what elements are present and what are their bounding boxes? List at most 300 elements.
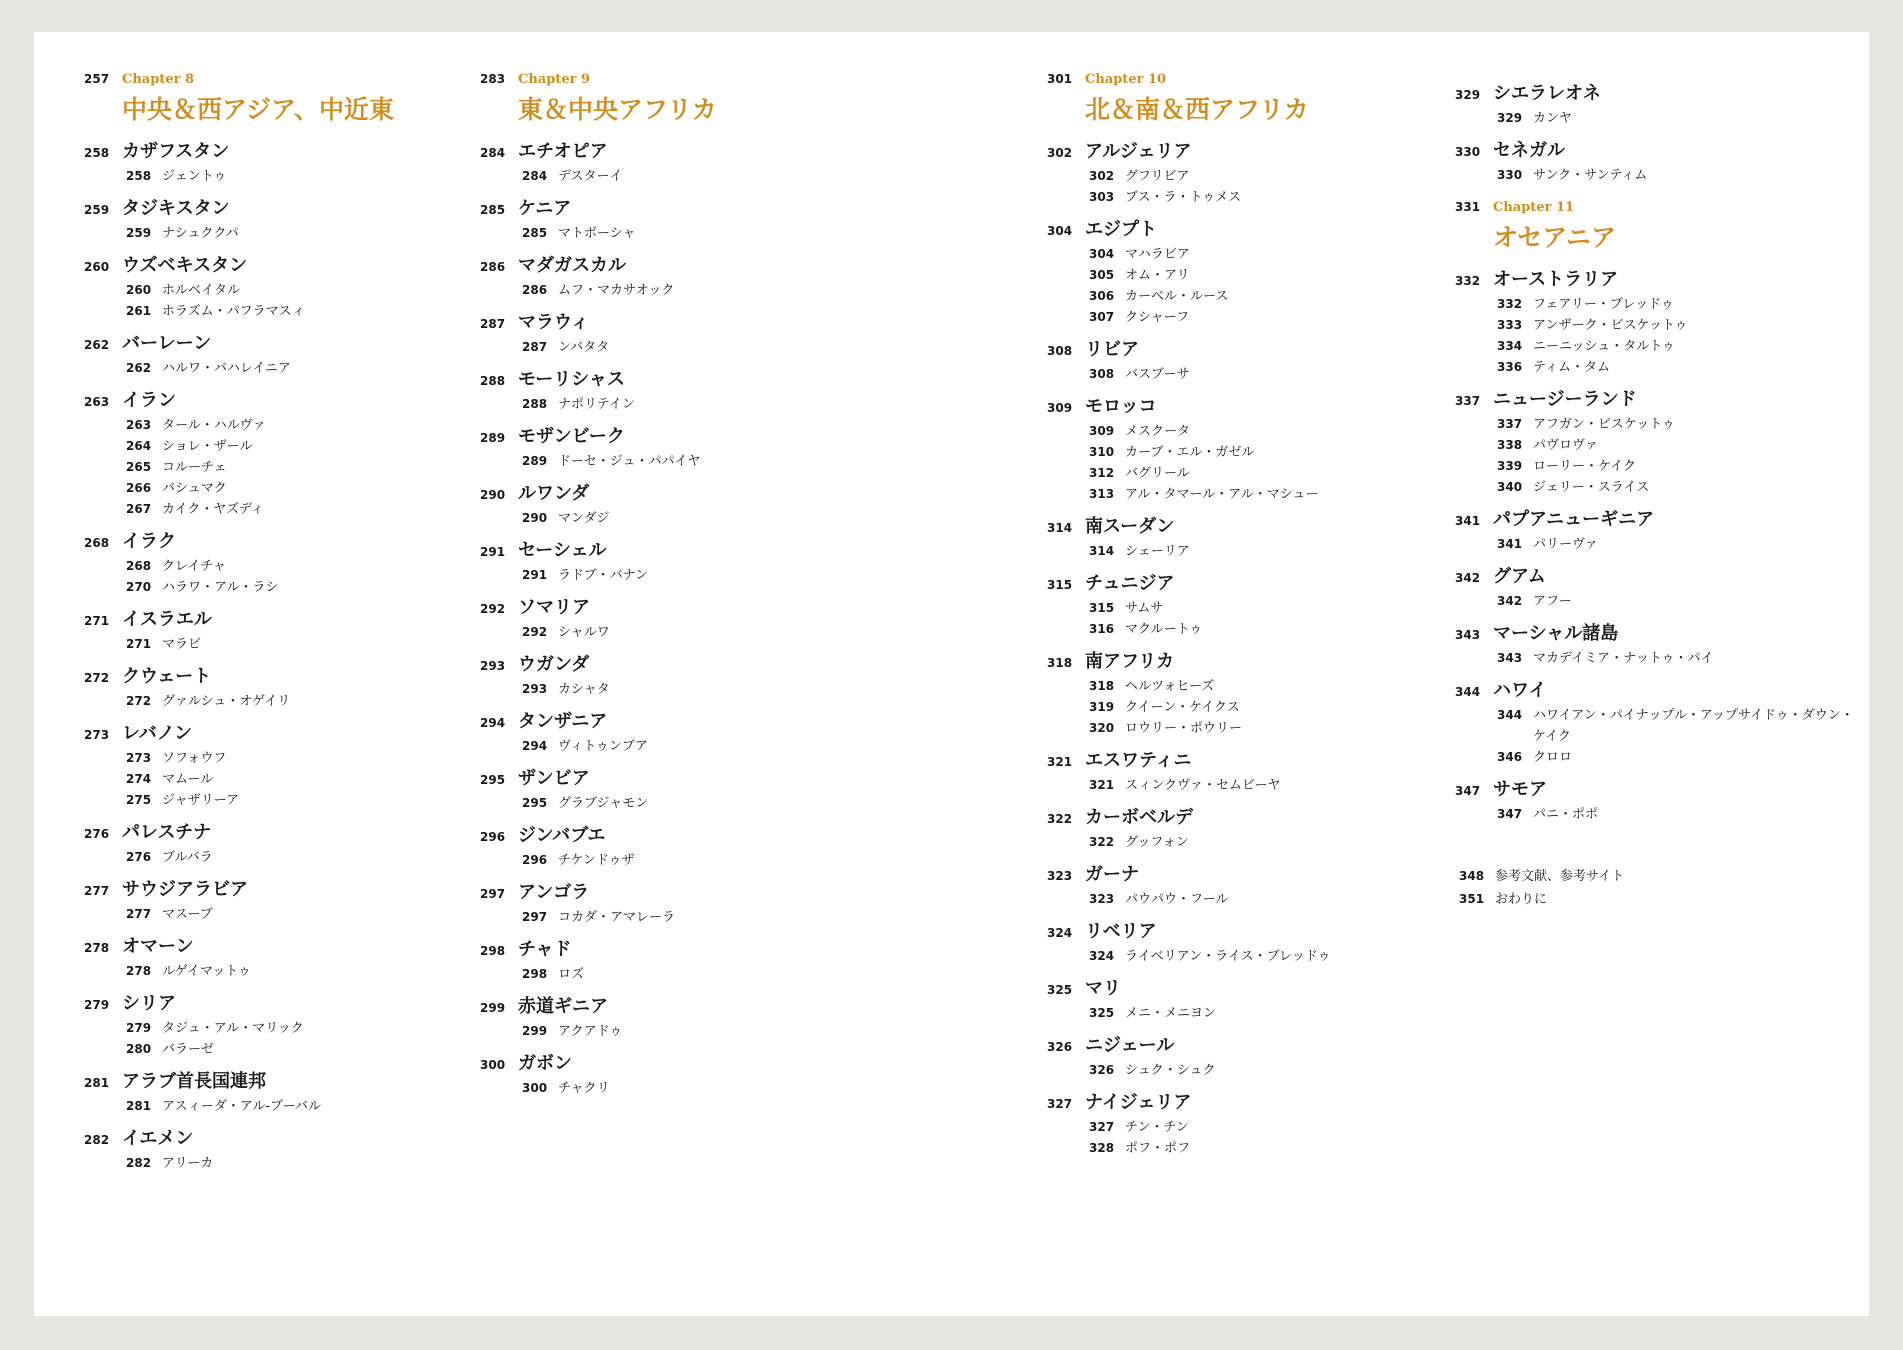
recipe-entry xyxy=(480,565,820,586)
recipe-name: コルーチェ xyxy=(162,460,227,475)
recipe-page-number: 294 xyxy=(522,739,548,753)
recipe-entry xyxy=(1047,1003,1387,1024)
recipe-entry xyxy=(480,451,820,472)
recipe-page-number: 271 xyxy=(126,637,152,651)
country-entry xyxy=(1047,976,1387,1024)
country-line xyxy=(1455,507,1855,534)
country-page-number: 287 xyxy=(480,317,506,331)
country-name: ウズベキスタン xyxy=(122,255,248,276)
recipe-entry xyxy=(84,499,424,520)
recipe-page-number: 282 xyxy=(126,1156,152,1170)
recipe-name: ニーニッシュ・タルトゥ xyxy=(1533,339,1675,354)
recipe-page-number: 278 xyxy=(126,964,152,978)
recipe-entry xyxy=(84,223,424,244)
recipe-page-number: 333 xyxy=(1497,318,1523,332)
country-line xyxy=(84,196,424,223)
country-name: ニュージーランド xyxy=(1493,389,1637,410)
recipe-entry xyxy=(1455,747,1855,768)
recipe-entry xyxy=(1047,187,1387,208)
country-name: カザフスタン xyxy=(122,141,230,162)
recipe-page-number: 320 xyxy=(1089,721,1115,735)
back-matter-title: おわりに xyxy=(1495,892,1548,907)
country-page-number: 296 xyxy=(480,830,506,844)
country-line xyxy=(1455,564,1855,591)
country-page-number: 277 xyxy=(84,884,110,898)
country-name: レバノン xyxy=(122,723,193,744)
country-name: サモア xyxy=(1493,779,1547,800)
country-page-number: 272 xyxy=(84,671,110,685)
country-page-number: 297 xyxy=(480,887,506,901)
recipe-name: カーベル・ルース xyxy=(1125,289,1229,304)
country-entry xyxy=(480,595,820,643)
recipe-name: サンク・サンティム xyxy=(1533,168,1648,183)
country-entry xyxy=(84,934,424,982)
country-name: ケニア xyxy=(518,198,572,219)
recipe-page-number: 307 xyxy=(1089,310,1115,324)
recipe-page-number: 321 xyxy=(1089,778,1115,792)
country-line xyxy=(1047,337,1387,364)
recipe-page-number: 273 xyxy=(126,751,152,765)
recipe-entry xyxy=(480,223,820,244)
recipe-entry xyxy=(480,508,820,529)
recipe-entry xyxy=(480,1078,820,1099)
recipe-name: ローリー・ケイク xyxy=(1533,459,1636,474)
country-entry xyxy=(84,1069,424,1117)
recipe-entry xyxy=(480,166,820,187)
country-entry xyxy=(1455,138,1855,186)
recipe-page-number: 292 xyxy=(522,625,548,639)
country-page-number: 299 xyxy=(480,1001,506,1015)
country-page-number: 279 xyxy=(84,998,110,1012)
recipe-page-number: 290 xyxy=(522,511,548,525)
country-name: リビア xyxy=(1085,339,1139,360)
country-line xyxy=(480,310,820,337)
chapter-page-number: 331 xyxy=(1455,200,1481,214)
country-entry xyxy=(84,388,424,520)
recipe-name: タール・ハルヴァ xyxy=(162,418,266,433)
recipe-name: チケンドゥザ xyxy=(558,853,635,868)
recipe-page-number: 341 xyxy=(1497,537,1523,551)
recipe-page-number: 298 xyxy=(522,967,548,981)
recipe-entry xyxy=(480,280,820,301)
recipe-entry xyxy=(1047,1138,1387,1159)
country-entry xyxy=(1455,507,1855,555)
country-entry xyxy=(480,652,820,700)
country-name: ウガンダ xyxy=(518,654,590,675)
recipe-page-number: 303 xyxy=(1089,190,1115,204)
country-page-number: 290 xyxy=(480,488,506,502)
country-name: 南アフリカ xyxy=(1085,651,1175,672)
recipe-entry xyxy=(480,1021,820,1042)
recipe-page-number: 288 xyxy=(522,397,548,411)
country-name: アルジェリア xyxy=(1085,141,1192,162)
country-name: アンゴラ xyxy=(518,882,590,903)
country-line xyxy=(480,1051,820,1078)
chapter-page-number: 301 xyxy=(1047,72,1073,86)
chapter-label: Chapter 11 xyxy=(1493,200,1575,215)
country-page-number: 314 xyxy=(1047,521,1073,535)
recipe-page-number: 336 xyxy=(1497,360,1523,374)
recipe-page-number: 338 xyxy=(1497,438,1523,452)
country-line xyxy=(480,652,820,679)
country-name: シリア xyxy=(122,993,176,1014)
recipe-page-number: 300 xyxy=(522,1081,548,1095)
country-line xyxy=(480,538,820,565)
country-line xyxy=(84,331,424,358)
country-line xyxy=(84,721,424,748)
country-entry xyxy=(1455,267,1855,378)
recipe-entry xyxy=(1047,697,1387,718)
recipe-entry xyxy=(1047,1117,1387,1138)
recipe-page-number: 299 xyxy=(522,1024,548,1038)
country-page-number: 285 xyxy=(480,203,506,217)
country-line xyxy=(84,934,424,961)
country-page-number: 295 xyxy=(480,773,506,787)
country-name: セネガル xyxy=(1493,140,1565,161)
toc-column-4 xyxy=(1455,72,1855,911)
country-name: エジプト xyxy=(1085,219,1157,240)
country-page-number: 289 xyxy=(480,431,506,445)
chapter-label-line xyxy=(1047,72,1387,90)
recipe-page-number: 293 xyxy=(522,682,548,696)
country-name: マリ xyxy=(1085,978,1121,999)
recipe-page-number: 270 xyxy=(126,580,152,594)
chapter-page-number: 257 xyxy=(84,72,110,86)
country-entry xyxy=(480,1051,820,1099)
country-line xyxy=(480,595,820,622)
country-page-number: 294 xyxy=(480,716,506,730)
recipe-page-number: 312 xyxy=(1089,466,1115,480)
recipe-entry xyxy=(480,679,820,700)
country-entry xyxy=(480,367,820,415)
recipe-entry xyxy=(84,478,424,499)
country-line xyxy=(84,664,424,691)
country-line xyxy=(84,529,424,556)
recipe-name: マラビ xyxy=(162,637,202,652)
recipe-page-number: 265 xyxy=(126,460,152,474)
country-line xyxy=(84,1126,424,1153)
recipe-name: ホラズム・パフラマスィ xyxy=(162,304,306,319)
recipe-name: アフー xyxy=(1533,594,1572,609)
recipe-entry xyxy=(1047,946,1387,967)
recipe-name: クイーン・ケイクス xyxy=(1125,700,1240,715)
recipe-name: アクアドゥ xyxy=(558,1024,623,1039)
country-line xyxy=(84,139,424,166)
country-line xyxy=(84,607,424,634)
recipe-entry xyxy=(1455,804,1855,825)
country-page-number: 323 xyxy=(1047,869,1073,883)
recipe-page-number: 318 xyxy=(1089,679,1115,693)
recipe-page-number: 279 xyxy=(126,1021,152,1035)
recipe-name: アフガン・ビスケットゥ xyxy=(1533,417,1675,432)
recipe-name: シェーリア xyxy=(1125,544,1190,559)
recipe-entry xyxy=(480,394,820,415)
country-name: イエメン xyxy=(122,1128,194,1149)
recipe-entry xyxy=(1047,244,1387,265)
recipe-entry xyxy=(1455,591,1855,612)
country-name: マラウィ xyxy=(518,312,589,333)
recipe-name: パウパウ・フール xyxy=(1125,892,1229,907)
country-name: パレスチナ xyxy=(122,822,212,843)
recipe-entry xyxy=(480,793,820,814)
recipe-entry xyxy=(1455,336,1855,357)
country-line xyxy=(1455,387,1855,414)
recipe-entry xyxy=(84,1039,424,1060)
recipe-page-number: 287 xyxy=(522,340,548,354)
recipe-page-number: 277 xyxy=(126,907,152,921)
country-entry xyxy=(1455,777,1855,825)
recipe-page-number: 344 xyxy=(1497,708,1523,722)
country-page-number: 326 xyxy=(1047,1040,1073,1054)
country-name: ガボン xyxy=(518,1053,572,1074)
recipe-name: バスブーサ xyxy=(1125,367,1190,382)
recipe-page-number: 347 xyxy=(1497,807,1523,821)
chapter-label-line xyxy=(480,72,820,90)
recipe-name: オム・アリ xyxy=(1125,268,1190,283)
country-line xyxy=(1047,649,1387,676)
country-name: セーシェル xyxy=(518,540,607,561)
country-page-number: 271 xyxy=(84,614,110,628)
country-entry xyxy=(84,331,424,379)
recipe-entry xyxy=(1455,477,1855,498)
recipe-entry xyxy=(1047,421,1387,442)
country-page-number: 343 xyxy=(1455,628,1481,642)
recipe-name: シャルワ xyxy=(558,625,610,640)
country-name: マダガスカル xyxy=(518,255,626,276)
country-page-number: 330 xyxy=(1455,145,1481,159)
recipe-page-number: 297 xyxy=(522,910,548,924)
recipe-entry xyxy=(1047,889,1387,910)
recipe-entry xyxy=(1047,442,1387,463)
country-line xyxy=(1047,862,1387,889)
recipe-page-number: 323 xyxy=(1089,892,1115,906)
country-line xyxy=(1047,976,1387,1003)
recipe-entry xyxy=(1455,294,1855,315)
recipe-name: グッフォン xyxy=(1125,835,1189,850)
country-entry xyxy=(480,310,820,358)
country-name: チャド xyxy=(518,939,572,960)
recipe-name: ハルワ・バハレイニア xyxy=(162,361,291,376)
chapter-label-line xyxy=(84,72,424,90)
chapter-title: 北＆南＆西アフリカ xyxy=(1085,95,1309,124)
country-line xyxy=(1455,621,1855,648)
recipe-name: ロズ xyxy=(558,967,585,982)
country-entry xyxy=(1455,81,1855,129)
recipe-page-number: 261 xyxy=(126,304,152,318)
country-entry xyxy=(480,880,820,928)
recipe-entry xyxy=(480,964,820,985)
recipe-name: ンバタタ xyxy=(558,340,610,355)
country-page-number: 278 xyxy=(84,941,110,955)
recipe-entry xyxy=(84,769,424,790)
country-page-number: 324 xyxy=(1047,926,1073,940)
country-page-number: 315 xyxy=(1047,578,1073,592)
recipe-page-number: 281 xyxy=(126,1099,152,1113)
recipe-page-number: 319 xyxy=(1089,700,1115,714)
recipe-page-number: 264 xyxy=(126,439,152,453)
country-page-number: 276 xyxy=(84,827,110,841)
country-page-number: 321 xyxy=(1047,755,1073,769)
recipe-name: パヴロヴァ xyxy=(1533,438,1598,453)
recipe-page-number: 259 xyxy=(126,226,152,240)
recipe-entry xyxy=(1455,165,1855,186)
country-page-number: 268 xyxy=(84,536,110,550)
recipe-name: ジェリー・スライス xyxy=(1533,480,1650,495)
chapter-label: Chapter 10 xyxy=(1085,72,1167,87)
country-name: アラブ首長国連邦 xyxy=(122,1071,266,1092)
back-matter-page-number: 351 xyxy=(1459,892,1485,906)
recipe-page-number: 334 xyxy=(1497,339,1523,353)
country-line xyxy=(1047,1090,1387,1117)
country-entry xyxy=(1047,571,1387,640)
recipe-page-number: 339 xyxy=(1497,459,1523,473)
country-page-number: 281 xyxy=(84,1076,110,1090)
recipe-entry xyxy=(84,1018,424,1039)
country-entry xyxy=(1047,805,1387,853)
recipe-page-number: 260 xyxy=(126,283,152,297)
recipe-entry xyxy=(84,691,424,712)
recipe-name: グァルシュ・オゲイリ xyxy=(162,694,291,709)
recipe-name: マンダジ xyxy=(558,511,610,526)
country-entry xyxy=(480,994,820,1042)
recipe-entry xyxy=(1047,307,1387,328)
recipe-name: カシャタ xyxy=(558,682,610,697)
recipe-entry xyxy=(84,415,424,436)
recipe-entry xyxy=(84,748,424,769)
recipe-name: マムール xyxy=(162,772,214,787)
recipe-page-number: 343 xyxy=(1497,651,1523,665)
country-page-number: 259 xyxy=(84,203,110,217)
recipe-entry xyxy=(480,850,820,871)
recipe-name: カイク・ヤズディ xyxy=(162,502,264,517)
country-name: ジンバブエ xyxy=(518,825,606,846)
chapter-heading xyxy=(1047,72,1387,130)
recipe-name: アル・タマール・アル・マシュー xyxy=(1125,487,1319,502)
back-matter-title: 参考文献、参考サイト xyxy=(1495,869,1625,884)
country-entry xyxy=(84,721,424,811)
recipe-entry xyxy=(84,847,424,868)
recipe-entry xyxy=(1047,541,1387,562)
chapter-page-number: 283 xyxy=(480,72,506,86)
chapter-title: 東＆中央アフリカ xyxy=(518,95,717,124)
recipe-page-number: 280 xyxy=(126,1042,152,1056)
country-entry xyxy=(1047,862,1387,910)
recipe-page-number: 314 xyxy=(1089,544,1115,558)
country-line xyxy=(480,481,820,508)
recipe-page-number: 306 xyxy=(1089,289,1115,303)
country-name: ソマリア xyxy=(518,597,590,618)
recipe-entry xyxy=(1047,463,1387,484)
recipe-page-number: 275 xyxy=(126,793,152,807)
recipe-entry xyxy=(1047,166,1387,187)
country-entry xyxy=(1047,1033,1387,1081)
recipe-name: アリーカ xyxy=(162,1156,214,1171)
recipe-entry xyxy=(1047,775,1387,796)
recipe-entry xyxy=(84,577,424,598)
recipe-page-number: 302 xyxy=(1089,169,1115,183)
recipe-entry xyxy=(1047,1060,1387,1081)
chapter-title: 中央＆西アジア、中近東 xyxy=(122,95,395,124)
country-entry xyxy=(1455,387,1855,498)
recipe-entry xyxy=(84,280,424,301)
recipe-page-number: 285 xyxy=(522,226,548,240)
country-line xyxy=(480,196,820,223)
country-name: ハワイ xyxy=(1493,680,1547,701)
country-name: イラク xyxy=(122,531,176,552)
country-line xyxy=(480,253,820,280)
country-entry xyxy=(1047,649,1387,739)
recipe-name: シュク・シュク xyxy=(1125,1063,1216,1078)
back-matter-page-number: 348 xyxy=(1459,869,1485,883)
recipe-page-number: 313 xyxy=(1089,487,1115,501)
recipe-name: ラドブ・バナン xyxy=(558,568,648,583)
country-page-number: 329 xyxy=(1455,88,1481,102)
recipe-name: マスーブ xyxy=(162,907,213,922)
recipe-name: チャクリ xyxy=(558,1081,610,1096)
chapter-heading xyxy=(84,72,424,130)
chapter-title: オセアニア xyxy=(1493,223,1617,252)
recipe-name: ブス・ラ・トゥメス xyxy=(1125,190,1242,205)
back-matter-entry xyxy=(1455,865,1855,888)
country-page-number: 260 xyxy=(84,260,110,274)
recipe-page-number: 327 xyxy=(1089,1120,1115,1134)
recipe-entry xyxy=(84,457,424,478)
recipe-page-number: 330 xyxy=(1497,168,1523,182)
recipe-name: チン・チン xyxy=(1125,1120,1189,1135)
recipe-entry xyxy=(84,436,424,457)
recipe-page-number: 305 xyxy=(1089,268,1115,282)
country-entry xyxy=(480,196,820,244)
recipe-page-number: 272 xyxy=(126,694,152,708)
country-line xyxy=(84,877,424,904)
recipe-page-number: 267 xyxy=(126,502,152,516)
country-name: クウェート xyxy=(122,666,212,687)
recipe-name: アスィーダ・アル-ブーバル xyxy=(162,1099,322,1114)
recipe-name: サムサ xyxy=(1125,601,1164,616)
recipe-page-number: 337 xyxy=(1497,417,1523,431)
country-entry xyxy=(480,538,820,586)
recipe-page-number: 258 xyxy=(126,169,152,183)
country-line xyxy=(1047,394,1387,421)
recipe-name: ショレ・ザール xyxy=(162,439,253,454)
country-page-number: 258 xyxy=(84,146,110,160)
recipe-page-number: 328 xyxy=(1089,1141,1115,1155)
toc-column-2 xyxy=(480,72,820,1099)
recipe-name: ポフ・ポフ xyxy=(1125,1141,1191,1156)
recipe-name: ヘルツォヒーズ xyxy=(1125,679,1215,694)
recipe-page-number: 284 xyxy=(522,169,548,183)
country-entry xyxy=(480,424,820,472)
country-name: 赤道ギニア xyxy=(518,996,608,1017)
country-name: ナイジェリア xyxy=(1085,1092,1192,1113)
recipe-name: コカダ・アマレーラ xyxy=(558,910,676,925)
recipe-name: バグリール xyxy=(1125,466,1190,481)
recipe-name: タジュ・アル・マリック xyxy=(162,1021,304,1036)
recipe-entry xyxy=(1047,676,1387,697)
country-page-number: 347 xyxy=(1455,784,1481,798)
country-page-number: 337 xyxy=(1455,394,1481,408)
country-entry xyxy=(480,937,820,985)
country-name: マーシャル諸島 xyxy=(1493,623,1619,644)
recipe-page-number: 346 xyxy=(1497,750,1523,764)
back-matter-list xyxy=(1455,865,1855,911)
recipe-entry xyxy=(84,904,424,925)
recipe-entry xyxy=(84,961,424,982)
country-name: シエラレオネ xyxy=(1493,83,1601,104)
country-name: グアム xyxy=(1493,566,1546,587)
recipe-page-number: 324 xyxy=(1089,949,1115,963)
country-line xyxy=(1047,748,1387,775)
